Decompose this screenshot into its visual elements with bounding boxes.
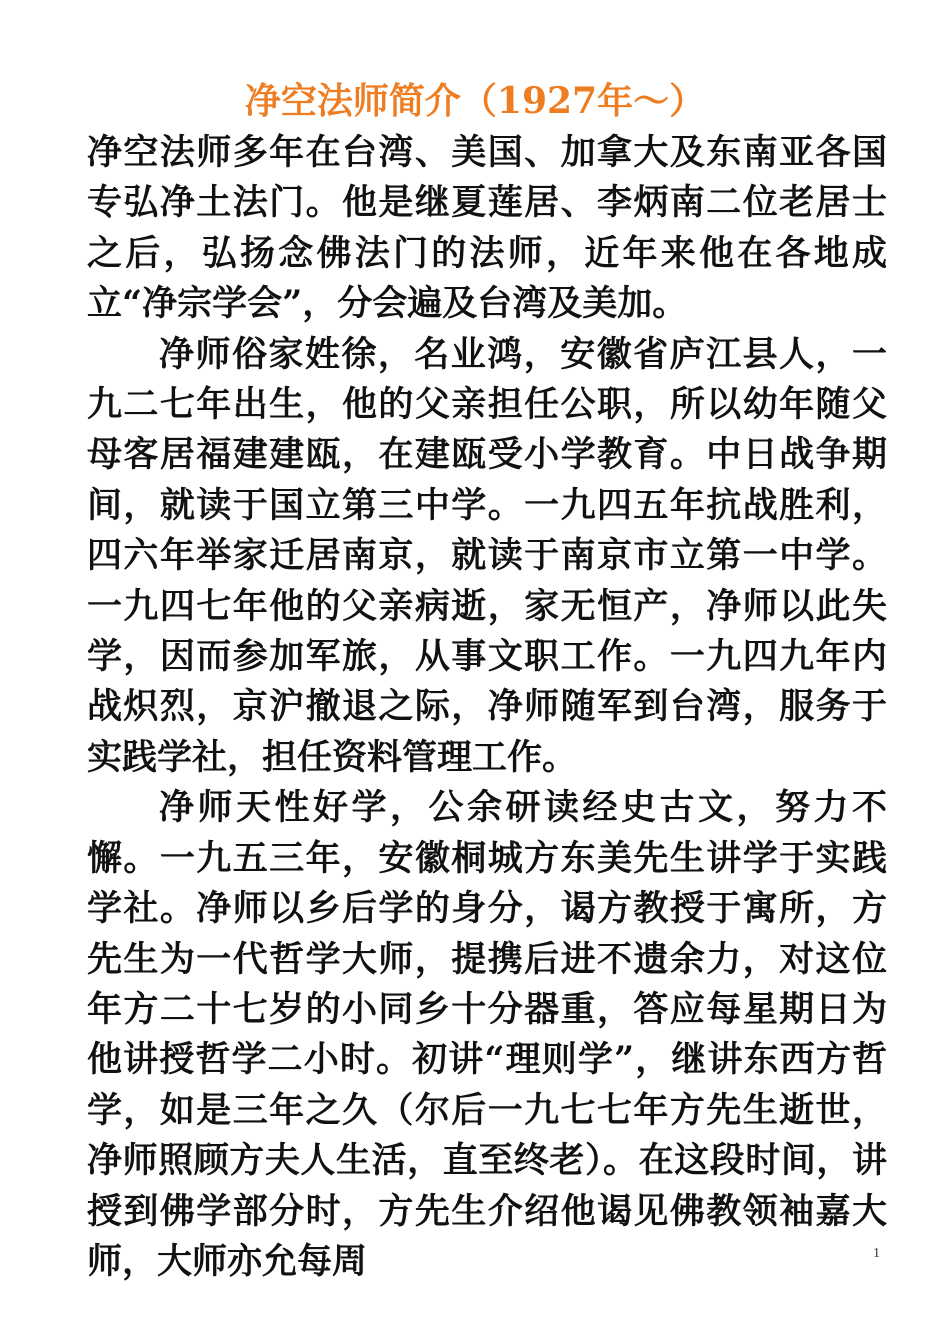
document-body (87, 128, 887, 1287)
paragraph-biography: 净师俗家姓徐，名业鸿，安徽省庐江县人，一九二七年出生，他的父亲担任公职，所以幼年随父母客居福建建瓯，在建瓯受小学教育。中日战争期间，就读于国立第三中学。一九四五年抗战胜利，四六年举家迁居南京，就读于南京市立第一中学。一九四七年他的父亲病逝，家无恒产，净师以此失学，因而参加军旅，从事文职工作。一九四九年内战炽烈，京沪撤退之际，净师随军到台湾，服务于实践学社，担任资料管理工作。 (87, 333, 887, 778)
document-title: 净空法师简介（1927年～） (244, 80, 706, 122)
page-number: 1 (873, 1246, 880, 1261)
paragraph-study: 净师天性好学，公余研读经史古文，努力不懈。一九五三年，安徽桐城方东美先生讲学于实践学社。净师以乡后学的身分，谒方教授于寓所，方先生为一代哲学大师，提携后进不遗余力，对这位年方二十七岁的小同乡十分器重，答应每星期日为他讲授哲学二小时。初讲“理则学”，继讲东西方哲学，如是三年之久（尔后一九七七年方先生逝世，净师照顾方夫人生活，直至终老）。在这段时间，讲授到佛学部分时，方先生介绍他谒见佛教领袖嘉大师，大师亦允每周 (87, 787, 887, 1282)
paragraph-intro: 净空法师多年在台湾、美国、加拿大及东南亚各国专弘净土法门。他是继夏莲居、李炳南二位老居士之后，弘扬念佛法门的法师，近年来他在各地成立“净宗学会”，分会遍及台湾及美加。 (87, 132, 887, 325)
